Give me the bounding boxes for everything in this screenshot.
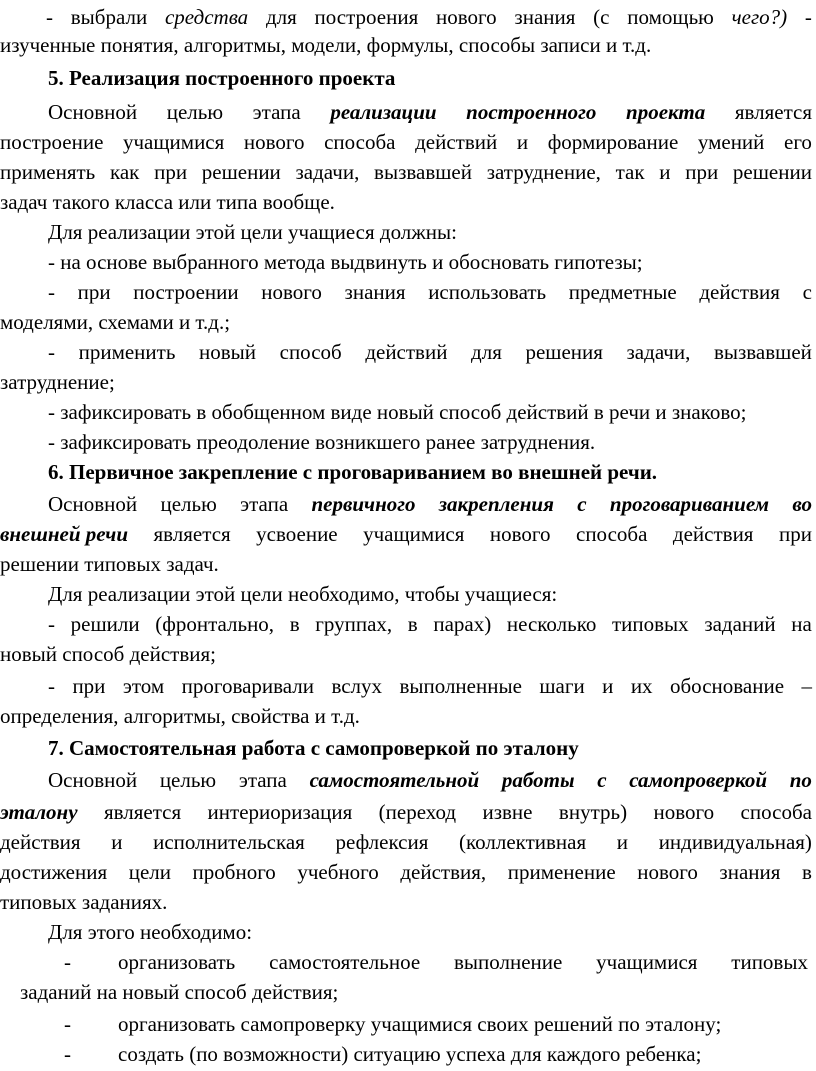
bullet-5-2-line-2: моделями, схемами и т.д.; [0,310,231,334]
paragraph-7-line-2: эталону является интериоризация (переход извне внутрь) нового способа [0,800,812,824]
word: чего?) [731,5,788,29]
paragraph-6-line-2: внешней речи является усвоение учащимися нового способа действия при [0,522,812,546]
section-6-heading: 6. Первичное закрепление с проговариванием во внешней речи. [48,460,658,484]
paragraph-6-line-4: Для реализации этой цели необходимо, чтобы учащиеся: [48,582,558,606]
word: - [46,5,53,29]
dash-item-2: - организовать самопроверку учащимися своих решений по эталону; [64,1012,722,1036]
paragraph-7-line-6: Для этого необходимо: [48,920,253,944]
paragraph-7-line-3: действия и исполнительская рефлексия (коллективная и индивидуальная) [0,830,812,854]
word: нового [436,5,497,29]
bullet-6-1-line-2: новый способ действия; [0,642,216,666]
paragraph-5-line-4: задач такого класса или типа вообще. [0,190,335,214]
bullet-5-3-line-2: затруднение; [0,370,115,394]
bullet-6-2-line-2: определения, алгоритмы, свойства и т.д. [0,704,360,728]
dash-item-3: - создать (по возможности) ситуацию успеха для каждого ребенка; [64,1042,702,1066]
paragraph-6-line-3: решении типовых задач. [0,552,219,576]
paragraph-7-line-1: Основной целью этапа самостоятельной работы с самопроверкой по [48,768,812,792]
paragraph-7-line-5: типовых заданиях. [0,890,168,914]
paragraph-5-line-3: применять как при решении задачи, вызвавшей затруднение, так и при решении [0,160,812,184]
word: для [265,5,297,29]
word: средства [164,5,249,29]
bullet-5-5: - зафиксировать преодоление возникшего ранее затруднения. [48,430,596,454]
word: помощью [627,5,714,29]
section-7-heading: 7. Самостоятельная работа с самопроверкой по эталону [48,736,579,760]
bullet-6-1-line-1: - решили (фронтально, в группах, в парах) несколько типовых заданий на [48,612,812,636]
bullet-5-3-line-1: - применить новый способ действий для решения задачи, вызвавшей [48,340,812,364]
bullet-5-2-line-1: - при построении нового знания использовать предметные действия с [48,280,812,304]
dash-item-1-line-1: - организовать самостоятельное выполнение учащимися типовых [64,950,808,974]
word: выбрали [70,5,148,29]
word: (с [593,5,610,29]
paragraph-6-line-1: Основной целью этапа первичного закрепления с проговариванием во [48,492,812,516]
bullet-6-2-line-1: - при этом проговаривали вслух выполненные шаги и их обоснование – [48,674,812,698]
paragraph-7-line-4: достижения цели пробного учебного действия, применение нового знания в [0,860,812,884]
dash-item-1-line-2: заданий на новый способ действия; [20,980,339,1004]
section-5-heading: 5. Реализация построенного проекта [48,66,396,90]
paragraph-5-line-5: Для реализации этой цели учащиеся должны: [48,220,457,244]
paragraph-5-line-2: построение учащимися нового способа действий и формирование умений его [0,130,812,154]
text-line-2: изученные понятия, алгоритмы, модели, формулы, способы записи и т.д. [0,33,652,57]
bullet-5-1: - на основе выбранного метода выдвинуть и обосновать гипотезы; [48,250,643,274]
word: - [804,5,812,29]
word: построения [314,5,419,29]
text-line-1 [0,2,816,32]
word: знания [514,5,576,29]
bullet-5-4: - зафиксировать в обобщенном виде новый способ действий в речи и знаково; [48,400,747,424]
paragraph-5-line-1: Основной целью этапа реализации построенного проекта является [48,100,812,124]
